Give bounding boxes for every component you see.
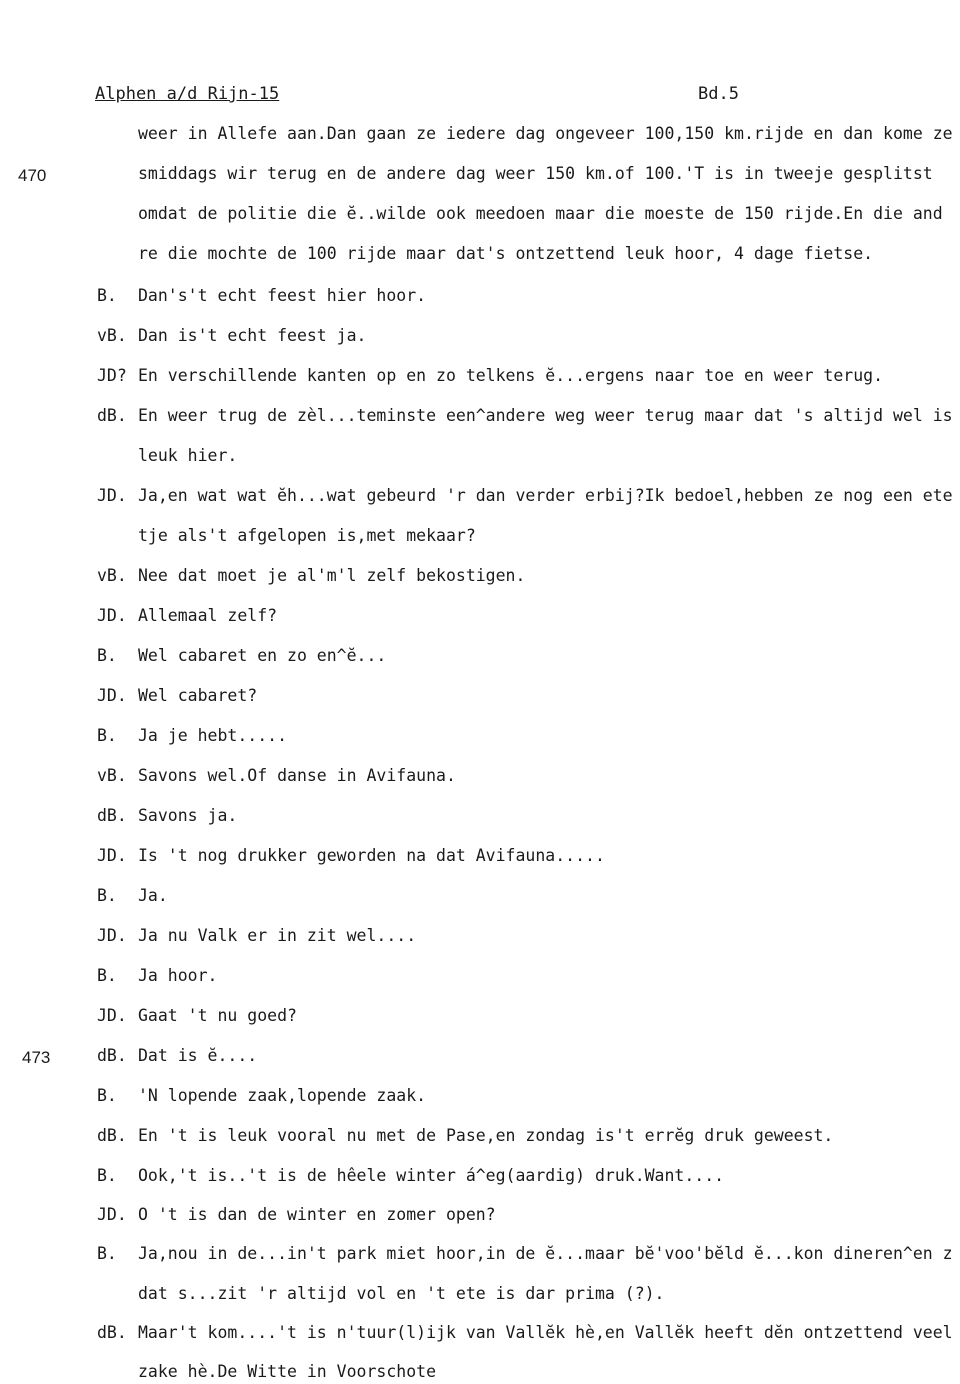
speaker-label: B. bbox=[97, 1086, 117, 1105]
utterance-text: Ja hoor. bbox=[138, 966, 218, 985]
transcript-line bbox=[0, 1046, 960, 1068]
transcript-line bbox=[0, 204, 960, 226]
transcript-line bbox=[0, 846, 960, 868]
utterance-text: Wel cabaret en zo en^ĕ... bbox=[138, 646, 387, 665]
utterance-text: Ook,'t is..'t is de hêele winter á^eg(aardig) druk.Want.... bbox=[138, 1166, 725, 1185]
utterance-text: Gaat 't nu goed? bbox=[138, 1006, 297, 1025]
utterance-text: 'N lopende zaak,lopende zaak. bbox=[138, 1086, 427, 1105]
utterance-text: Ja je hebt..... bbox=[138, 726, 288, 745]
speaker-label: JD. bbox=[97, 486, 127, 505]
transcript-line bbox=[0, 244, 960, 266]
transcript-line bbox=[0, 486, 960, 508]
speaker-label: dB. bbox=[97, 406, 127, 425]
speaker-label: dB. bbox=[97, 1046, 127, 1065]
speaker-label: JD. bbox=[97, 686, 127, 705]
transcript-line bbox=[0, 124, 960, 146]
transcript-line bbox=[0, 1006, 960, 1028]
transcript-line bbox=[0, 446, 960, 468]
utterance-text: Savons ja. bbox=[138, 806, 238, 825]
speaker-label: B. bbox=[97, 966, 117, 985]
speaker-label: B. bbox=[97, 1244, 117, 1263]
speaker-label: B. bbox=[97, 886, 117, 905]
transcript-line bbox=[0, 406, 960, 428]
transcript-line bbox=[0, 606, 960, 628]
utterance-text: Dan's't echt feest hier hoor. bbox=[138, 286, 427, 305]
speaker-label: JD. bbox=[97, 1006, 127, 1025]
utterance-text: weer in Allefe aan.Dan gaan ze iedere dag ongeveer 100,150 km.rijde en dan kome ze bbox=[138, 124, 953, 143]
utterance-text: Nee dat moet je al'm'l zelf bekostigen. bbox=[138, 566, 526, 585]
utterance-text: O 't is dan de winter en zomer open? bbox=[138, 1205, 496, 1224]
transcript-line bbox=[0, 1126, 960, 1148]
transcript-line bbox=[0, 286, 960, 308]
transcript-line bbox=[0, 164, 960, 186]
transcript-line bbox=[0, 566, 960, 588]
speaker-label: JD. bbox=[97, 926, 127, 945]
margin-line-number: 470 bbox=[18, 166, 47, 185]
transcript-line bbox=[0, 366, 960, 388]
transcript-line bbox=[0, 686, 960, 708]
utterance-text: Is 't nog drukker geworden na dat Avifauna..... bbox=[138, 846, 605, 865]
utterance-text: Dan is't echt feest ja. bbox=[138, 326, 367, 345]
speaker-label: B. bbox=[97, 286, 117, 305]
utterance-text: smiddags wir terug en de andere dag weer 150 km.of 100.'T is in tweeje gesplitst bbox=[138, 164, 933, 183]
transcript-line bbox=[0, 966, 960, 988]
page-number: Bd.5 bbox=[698, 84, 739, 104]
speaker-label: vB. bbox=[97, 766, 127, 785]
utterance-text: omdat de politie die ĕ..wilde ook meedoen maar die moeste de 150 rijde.En die and bbox=[138, 204, 943, 223]
transcript-line bbox=[0, 1205, 960, 1227]
speaker-label: dB. bbox=[97, 1323, 127, 1342]
speaker-label: vB. bbox=[97, 326, 127, 345]
utterance-text: Allemaal zelf? bbox=[138, 606, 278, 625]
utterance-text: zake hè.De Witte in Voorschote bbox=[138, 1362, 437, 1381]
utterance-text: re die mochte de 100 rijde maar dat's ontzettend leuk hoor, 4 dage fietse. bbox=[138, 244, 874, 263]
transcript-line bbox=[0, 766, 960, 788]
utterance-text: En 't is leuk vooral nu met de Pase,en zondag is't errĕg druk geweest. bbox=[138, 1126, 834, 1145]
transcript-line bbox=[0, 646, 960, 668]
speaker-label: vB. bbox=[97, 566, 127, 585]
speaker-label: B. bbox=[97, 1166, 117, 1185]
transcript-line bbox=[0, 526, 960, 548]
transcript-line bbox=[0, 326, 960, 348]
transcript-line bbox=[0, 1166, 960, 1188]
document-title: Alphen a/d Rijn-15 bbox=[95, 84, 280, 104]
speaker-label: JD. bbox=[97, 606, 127, 625]
utterance-text: Dat is ĕ.... bbox=[138, 1046, 258, 1065]
utterance-text: Ja. bbox=[138, 886, 168, 905]
utterance-text: leuk hier. bbox=[138, 446, 238, 465]
transcript-line bbox=[0, 886, 960, 908]
transcript-line bbox=[0, 1284, 960, 1306]
utterance-text: Wel cabaret? bbox=[138, 686, 258, 705]
speaker-label: B. bbox=[97, 726, 117, 745]
utterance-text: dat s...zit 'r altijd vol en 't ete is dar prima (?). bbox=[138, 1284, 665, 1303]
speaker-label: JD? bbox=[97, 366, 127, 385]
transcript-line bbox=[0, 1362, 960, 1384]
speaker-label: dB. bbox=[97, 806, 127, 825]
transcript-line bbox=[0, 806, 960, 828]
transcript-line bbox=[0, 726, 960, 748]
speaker-label: dB. bbox=[97, 1126, 127, 1145]
utterance-text: Maar't kom....'t is n'tuur(l)ijk van Vallĕk hè,en Vallĕk heeft dĕn ontzettend veel bbox=[138, 1323, 953, 1342]
transcript-line bbox=[0, 1323, 960, 1345]
utterance-text: tje als't afgelopen is,met mekaar? bbox=[138, 526, 476, 545]
speaker-label: B. bbox=[97, 646, 117, 665]
utterance-text: Ja,en wat wat ĕh...wat gebeurd 'r dan verder erbij?Ik bedoel,hebben ze nog een ete bbox=[138, 486, 953, 505]
transcript-line bbox=[0, 926, 960, 948]
transcript-line bbox=[0, 1244, 960, 1266]
transcript-line bbox=[0, 1086, 960, 1108]
speaker-label: JD. bbox=[97, 1205, 127, 1224]
utterance-text: En weer trug de zèl...teminste een^andere weg weer terug maar dat 's altijd wel is bbox=[138, 406, 953, 425]
margin-line-number: 473 bbox=[22, 1048, 51, 1067]
utterance-text: Savons wel.Of danse in Avifauna. bbox=[138, 766, 456, 785]
speaker-label: JD. bbox=[97, 846, 127, 865]
utterance-text: En verschillende kanten op en zo telkens ĕ...ergens naar toe en weer terug. bbox=[138, 366, 884, 385]
utterance-text: Ja,nou in de...in't park miet hoor,in de ĕ...maar bĕ'voo'bĕld ĕ...kon dineren^en z bbox=[138, 1244, 953, 1263]
utterance-text: Ja nu Valk er in zit wel.... bbox=[138, 926, 417, 945]
